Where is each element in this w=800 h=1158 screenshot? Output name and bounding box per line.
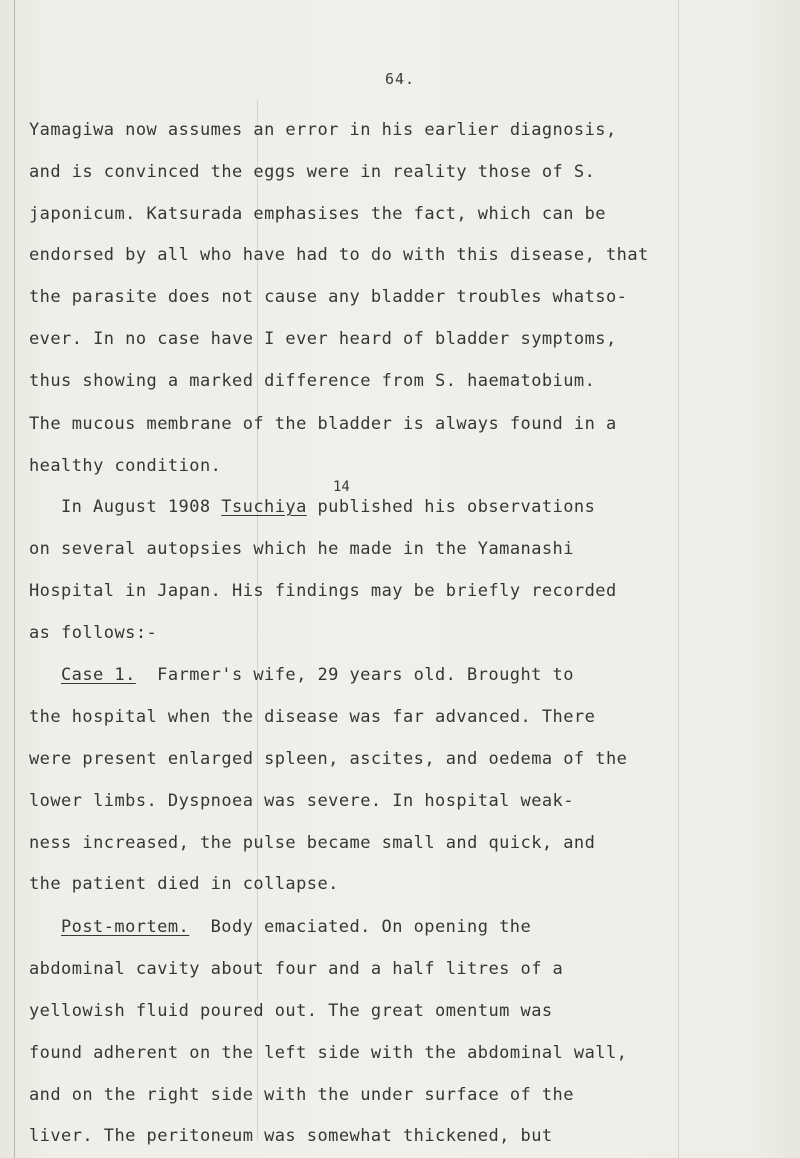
right-margin-rule — [678, 0, 679, 1158]
reference-superscript: 14 — [333, 479, 350, 495]
page-left-edge — [14, 0, 15, 1158]
case-heading: Case 1. — [61, 665, 136, 685]
text-line: the patient died in collapse. — [29, 874, 339, 894]
text-line: healthy condition. — [29, 456, 222, 476]
text-line: as follows:- — [29, 623, 158, 643]
page-number: 64. — [384, 70, 416, 88]
text-line: found adherent on the left side with the abdominal wall, — [29, 1043, 628, 1063]
text-line: The mucous membrane of the bladder is always found in a — [29, 414, 617, 434]
post-mortem-heading: Post-mortem. — [61, 917, 190, 937]
text-line: on several autopsies which he made in the Yamanashi — [29, 539, 574, 559]
text-line — [61, 917, 531, 937]
text-line: ever. In no case have I ever heard of bladder symptoms, — [29, 329, 617, 349]
text-line: In August 1908 Tsuchiya published his observations — [61, 497, 596, 517]
author-name: Tsuchiya — [221, 497, 307, 517]
text-line: thus showing a marked difference from S. haematobium. — [29, 371, 596, 391]
text-line: the hospital when the disease was far advanced. There — [29, 707, 596, 727]
text-line: were present enlarged spleen, ascites, and oedema of the — [29, 749, 628, 769]
text-line — [61, 665, 574, 685]
text-line: endorsed by all who have had to do with this disease, that — [29, 245, 649, 265]
text-line: abdominal cavity about four and a half litres of a — [29, 959, 564, 979]
text-line: and on the right side with the under surface of the — [29, 1085, 574, 1105]
text-line: japonicum. Katsurada emphasises the fact, which can be — [29, 204, 606, 224]
post-mortem-text: Body emaciated. On opening the — [210, 917, 532, 937]
text-line: Hospital in Japan. His findings may be briefly recorded — [29, 581, 617, 601]
text-line: ness increased, the pulse became small and quick, and — [29, 833, 596, 853]
text-line: lower limbs. Dyspnoea was severe. In hospital weak- — [29, 791, 574, 811]
text-line: yellowish fluid poured out. The great omentum was — [29, 1001, 553, 1021]
text-line: liver. The peritoneum was somewhat thickened, but — [29, 1126, 553, 1146]
case-text: Farmer's wife, 29 years old. Brought to — [157, 665, 574, 685]
text-line: Yamagiwa now assumes an error in his earlier diagnosis, — [29, 120, 617, 140]
text-line: the parasite does not cause any bladder troubles whatso- — [29, 287, 628, 307]
text-line: and is convinced the eggs were in reality those of S. — [29, 162, 596, 182]
